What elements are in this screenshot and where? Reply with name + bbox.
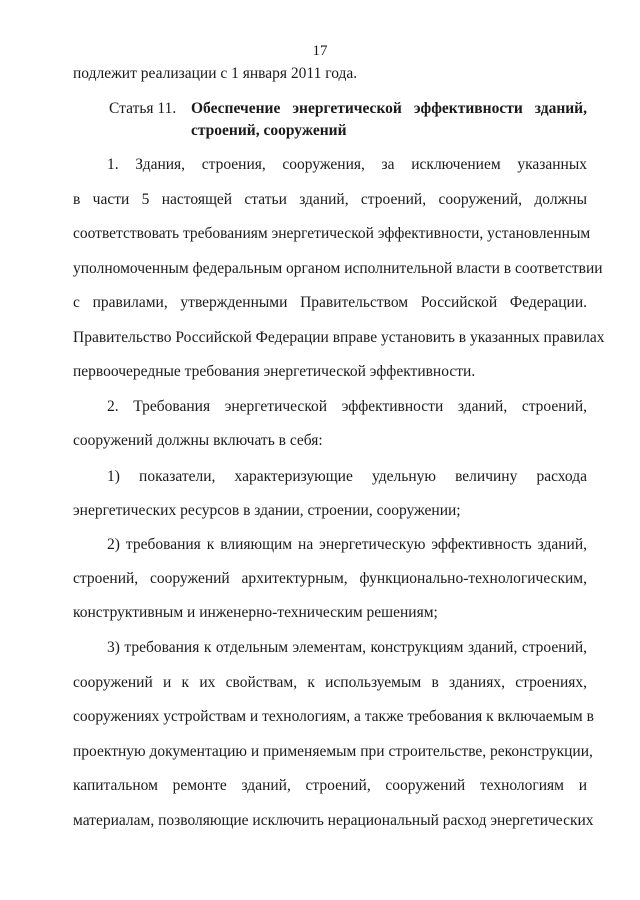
article-title-line: Обеспечение энергетической эффективности зданий,: [191, 100, 587, 117]
paragraph-line: уполномоченным федеральным органом исполнительной власти в соответствии: [73, 259, 603, 277]
article-label: Статья 11.: [109, 100, 177, 117]
page-number: 17: [312, 43, 328, 59]
list-item-1: [73, 460, 587, 528]
paragraph-line: Правительство Российской Федерации вправе установить в указанных правилах: [73, 328, 605, 346]
intro-line: подлежит реализации с 1 января 2011 года.: [73, 65, 358, 82]
paragraph-line: сооружениях устройствам и технологиям, а также требования к включаемым в: [73, 708, 594, 725]
paragraph-line: энергетических ресурсов в здании, строении, сооружении;: [73, 502, 461, 519]
paragraph-line: строений, сооружений архитектурным, функционально-технологическим,: [73, 570, 587, 587]
paragraph-line: первоочередные требования энергетической эффективности.: [73, 363, 476, 380]
intro-line-block: [73, 63, 587, 85]
paragraph-line: 1) показатели, характеризующие удельную величину расхода: [107, 468, 587, 485]
paragraph-line: проектную документацию и применяемым при строительстве, реконструкции,: [73, 742, 593, 760]
paragraph-1: [73, 148, 605, 390]
list-item-3: [73, 631, 594, 838]
paragraph-2: [73, 390, 587, 458]
paragraph-line: с правилами, утвержденными Правительством Российской Федерации.: [73, 294, 587, 311]
paragraph-line: 1. Здания, строения, сооружения, за исключением указанных: [107, 156, 587, 173]
paragraph-line: 2) требования к влияющим на энергетическую эффективность зданий,: [107, 536, 587, 553]
paragraph-line: капитальном ремонте зданий, строений, сооружений технологиям и: [73, 777, 587, 794]
list-item-2: [73, 528, 587, 630]
paragraph-line: сооружений должны включать в себя:: [73, 432, 323, 449]
paragraph-line: материалам, позволяющие исключить нерациональный расход энергетических: [73, 811, 594, 829]
article-title-line: строений, сооружений: [191, 122, 347, 139]
paragraph-line: сооружений и к их свойствам, к используемым в зданиях, строениях,: [73, 673, 587, 691]
paragraph-line: 2. Требования энергетической эффективности зданий, строений,: [107, 398, 587, 415]
paragraph-line: в части 5 настоящей статьи зданий, строений, сооружений, должны: [73, 190, 587, 208]
article-title: [191, 98, 587, 142]
paragraph-line: соответствовать требованиям энергетической эффективности, установленным: [73, 225, 591, 242]
paragraph-line: 3) требования к отдельным элементам, конструкциям зданий, строений,: [107, 639, 587, 656]
paragraph-line: конструктивным и инженерно-техническим решениям;: [73, 604, 438, 621]
